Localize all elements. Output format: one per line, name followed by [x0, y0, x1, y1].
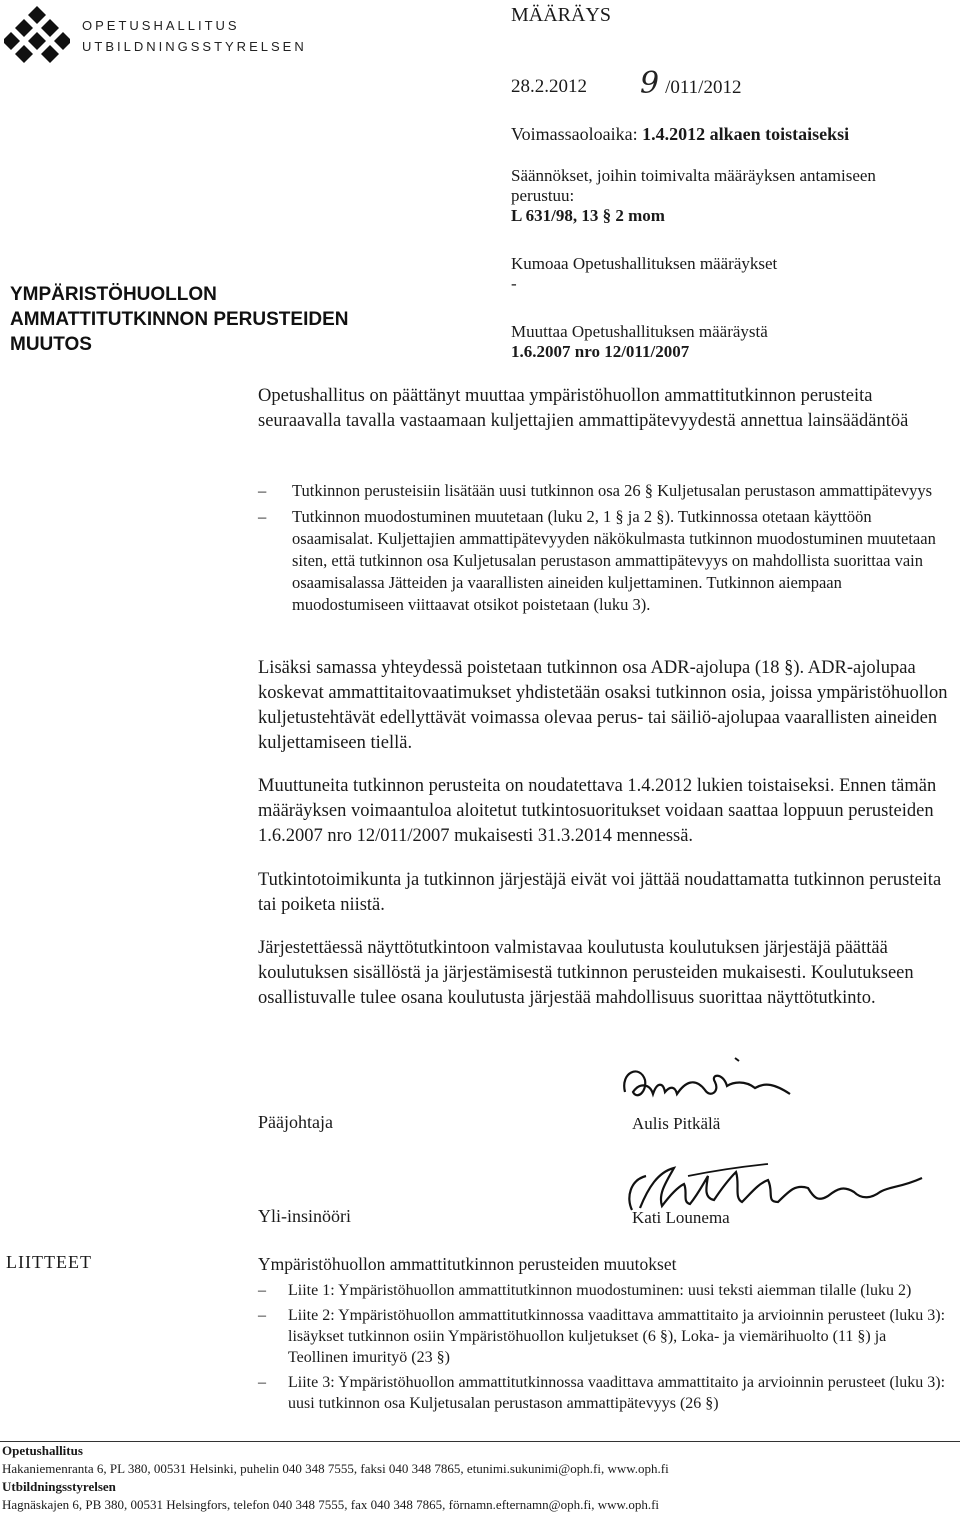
- repeals-label: Kumoaa Opetushallituksen määräykset: [511, 254, 778, 273]
- org-name-fi: OPETUSHALLITUS: [82, 18, 240, 33]
- validity-value: 1.4.2012 alkaen toistaiseksi: [642, 124, 850, 144]
- paragraph-adr: Lisäksi samassa yhteydessä poistetaan tutkinnon osa ADR-ajolupa (18 §). ADR-ajolupaa koskevat ammattitaitovaatimukset yhdistetään osaksi tutkinnon osia, joissa ympäristöhuollon kuljetustehtävät edellyttävät voimassa olevaa perus- tai säiliö-ajolupaa vaarallisten aineiden kuljettamiseen tiellä.: [258, 658, 948, 753]
- opetushallitus-logo: [4, 4, 70, 70]
- footer: [2, 1442, 952, 1514]
- regulation-basis: [511, 166, 931, 226]
- change-list: [258, 480, 948, 616]
- document-number-suffix: /011/2012: [665, 77, 742, 98]
- attachments-label: LIITTEET: [6, 1252, 92, 1272]
- signer-role-1: Pääjohtaja: [258, 1112, 333, 1132]
- list-item: – Tutkinnon perusteisiin lisätään uusi tutkinnon osa 26 § Kuljetusalan perustason ammattipätevyys: [258, 481, 933, 500]
- list-item-text: Tutkinnon perusteisiin lisätään uusi tutkinnon osa 26 § Kuljetusalan perustason ammattipätevyys: [292, 481, 933, 500]
- attachments-list: [258, 1280, 948, 1418]
- footer-address-fi: Hakaniemenranta 6, PL 380, 00531 Helsinki, puhelin 040 348 7555, faksi 040 348 7865, etunimi.sukunimi@oph.fi, www.oph.fi: [2, 1461, 669, 1476]
- regulation-basis-law: L 631/98, 13 § 2 mom: [511, 206, 665, 225]
- title-line-1: YMPÄRISTÖHUOLLON: [10, 284, 217, 305]
- document-title: [10, 282, 348, 357]
- attachment-text: Liite 3: Ympäristöhuollon ammattitutkinnossa vaadittava ammattitaito ja arvioinnin perusteet (luku 3): uusi tutkinnon osa Kuljetusalan perustason ammattipätevyys (26 §): [288, 1374, 946, 1412]
- footer-org-sv: Utbildningsstyrelsen: [2, 1479, 116, 1494]
- attachment-text: Liite 2: Ympäristöhuollon ammattitutkinnossa vaadittava ammattitaito ja arvioinnin perusteet (luku 3): lisäykset tutkinnon osiin Ympäristöhuollon kuljetukset (6 §), Loka- ja viemärihuolto (11 §) ja Teollinen imurityö (23 §): [288, 1307, 946, 1366]
- attachment-item: – Liite 3: Ympäristöhuollon ammattitutkinnossa vaadittava ammattitaito ja arvioinnin perusteet (luku 3): uusi tutkinnon osa Kuljetusalan perustason ammattipätevyys (26 §): [258, 1374, 946, 1412]
- paragraph-training: Järjestettäessä näyttötutkintoon valmistavaa koulutusta koulutuksen järjestäjä päättää koulutuksen sisällöstä ja järjestämisestä tutkinnon perusteiden mukaisesti. Koulutukseen osallistuvalle tulee osana koulutusta järjestää mahdollisuus suorittaa näyttötutkinto.: [258, 938, 914, 1008]
- list-item: – Tutkinnon muodostuminen muutetaan (luku 2, 1 § ja 2 §). Tutkinnossa otetaan käyttöön osaamisalat. Kuljettajien ammattipätevyyden näkökulmasta tutkinnon muodostuminen muutetaan siten, että tutkinnon osa Kuljetusalan perustason ammattipätevyys on mahdollista suorittaa vain osaamisalassa Jätteiden ja vaarallisten aineiden kuljettaminen. Tutkinnon aiempaan muodostumiseen viittaavat otsikot poistetaan (luku 3).: [258, 507, 936, 614]
- paragraph-intro: Opetushallitus on päättänyt muuttaa ympäristöhuollon ammattitutkinnon perusteita seuraavalla tavalla vastaamaan kuljettajien ammattipätevyydestä annettua lainsäädäntöä: [258, 386, 909, 431]
- title-line-2: AMMATTITUTKINNON PERUSTEIDEN: [10, 309, 349, 330]
- document-date: 28.2.2012: [511, 76, 587, 97]
- footer-address-sv: Hagnäskajen 6, PB 380, 00531 Helsingfors, telefon 040 348 7555, fax 040 348 7865, förnamn.efternamn@oph.fi, www.oph.fi: [2, 1497, 660, 1512]
- repeals: [511, 254, 931, 294]
- attachment-item: – Liite 2: Ympäristöhuollon ammattitutkinnossa vaadittava ammattitaito ja arvioinnin perusteet (luku 3): lisäykset tutkinnon osiin Ympäristöhuollon kuljetukset (6 §), Loka- ja viemärihuolto (11 §) ja Teollinen imurityö (23 §): [258, 1307, 946, 1366]
- amends: [511, 322, 931, 362]
- document-type: MÄÄRÄYS: [511, 4, 612, 26]
- org-name-sv: UTBILDNINGSSTYRELSEN: [82, 39, 307, 54]
- repeals-value: -: [511, 274, 517, 293]
- amends-value: 1.6.2007 nro 12/011/2007: [511, 342, 690, 361]
- attachment-item: – Liite 1: Ympäristöhuollon ammattitutkinnon muodostuminen: uusi teksti aiemman tilalle (luku 2): [258, 1282, 912, 1299]
- validity: [511, 124, 849, 145]
- paragraph-validity: Muuttuneita tutkinnon perusteita on noudatettava 1.4.2012 lukien toistaiseksi. Ennen tämän määräyksen voimaantuloa aloitetut tutkintosuoritukset voidaan saattaa loppuun perusteiden 1.6.2007 nro 12/011/2007 mukaisesti 31.3.2014 mennessä.: [258, 776, 937, 846]
- regulation-basis-text: Säännökset, joihin toimivalta määräyksen antamiseen perustuu:: [511, 166, 876, 205]
- amends-label: Muuttaa Opetushallituksen määräystä: [511, 322, 768, 341]
- attachments-heading: Ympäristöhuollon ammattitutkinnon perusteiden muutokset: [258, 1254, 677, 1274]
- validity-label: Voimassaoloaika:: [511, 124, 638, 144]
- footer-org-fi: Opetushallitus: [2, 1443, 83, 1458]
- attachment-text: Liite 1: Ympäristöhuollon ammattitutkinnon muodostuminen: uusi teksti aiemman tilalle (luku 2): [288, 1282, 912, 1299]
- paragraph-committee: Tutkintotoimikunta ja tutkinnon järjestäjä eivät voi jättää noudattamatta tutkinnon perusteita tai poiketa niistä.: [258, 870, 942, 915]
- document-number-handwritten: 9: [640, 66, 660, 101]
- signer-name-1: Aulis Pitkälä: [632, 1114, 721, 1133]
- title-line-3: MUUTOS: [10, 334, 92, 355]
- signature-pitkala: [615, 1052, 795, 1114]
- signer-role-2: Yli-insinööri: [258, 1206, 351, 1226]
- list-item-text: Tutkinnon muodostuminen muutetaan (luku 2, 1 § ja 2 §). Tutkinnossa otetaan käyttöön osaamisalat. Kuljettajien ammattipätevyyden näkökulmasta tutkinnon muodostuminen muutetaan siten, että tutkinnon osa Kuljetusalan perustason ammattipätevyys on mahdollista suorittaa vain osaamisalassa Jätteiden ja vaarallisten aineiden kuljettaminen. Tutkinnon aiempaan muodostumiseen viittaavat otsikot poistetaan (luku 3).: [292, 507, 936, 614]
- document-number: [640, 66, 741, 101]
- signer-name-2: Kati Lounema: [632, 1208, 730, 1227]
